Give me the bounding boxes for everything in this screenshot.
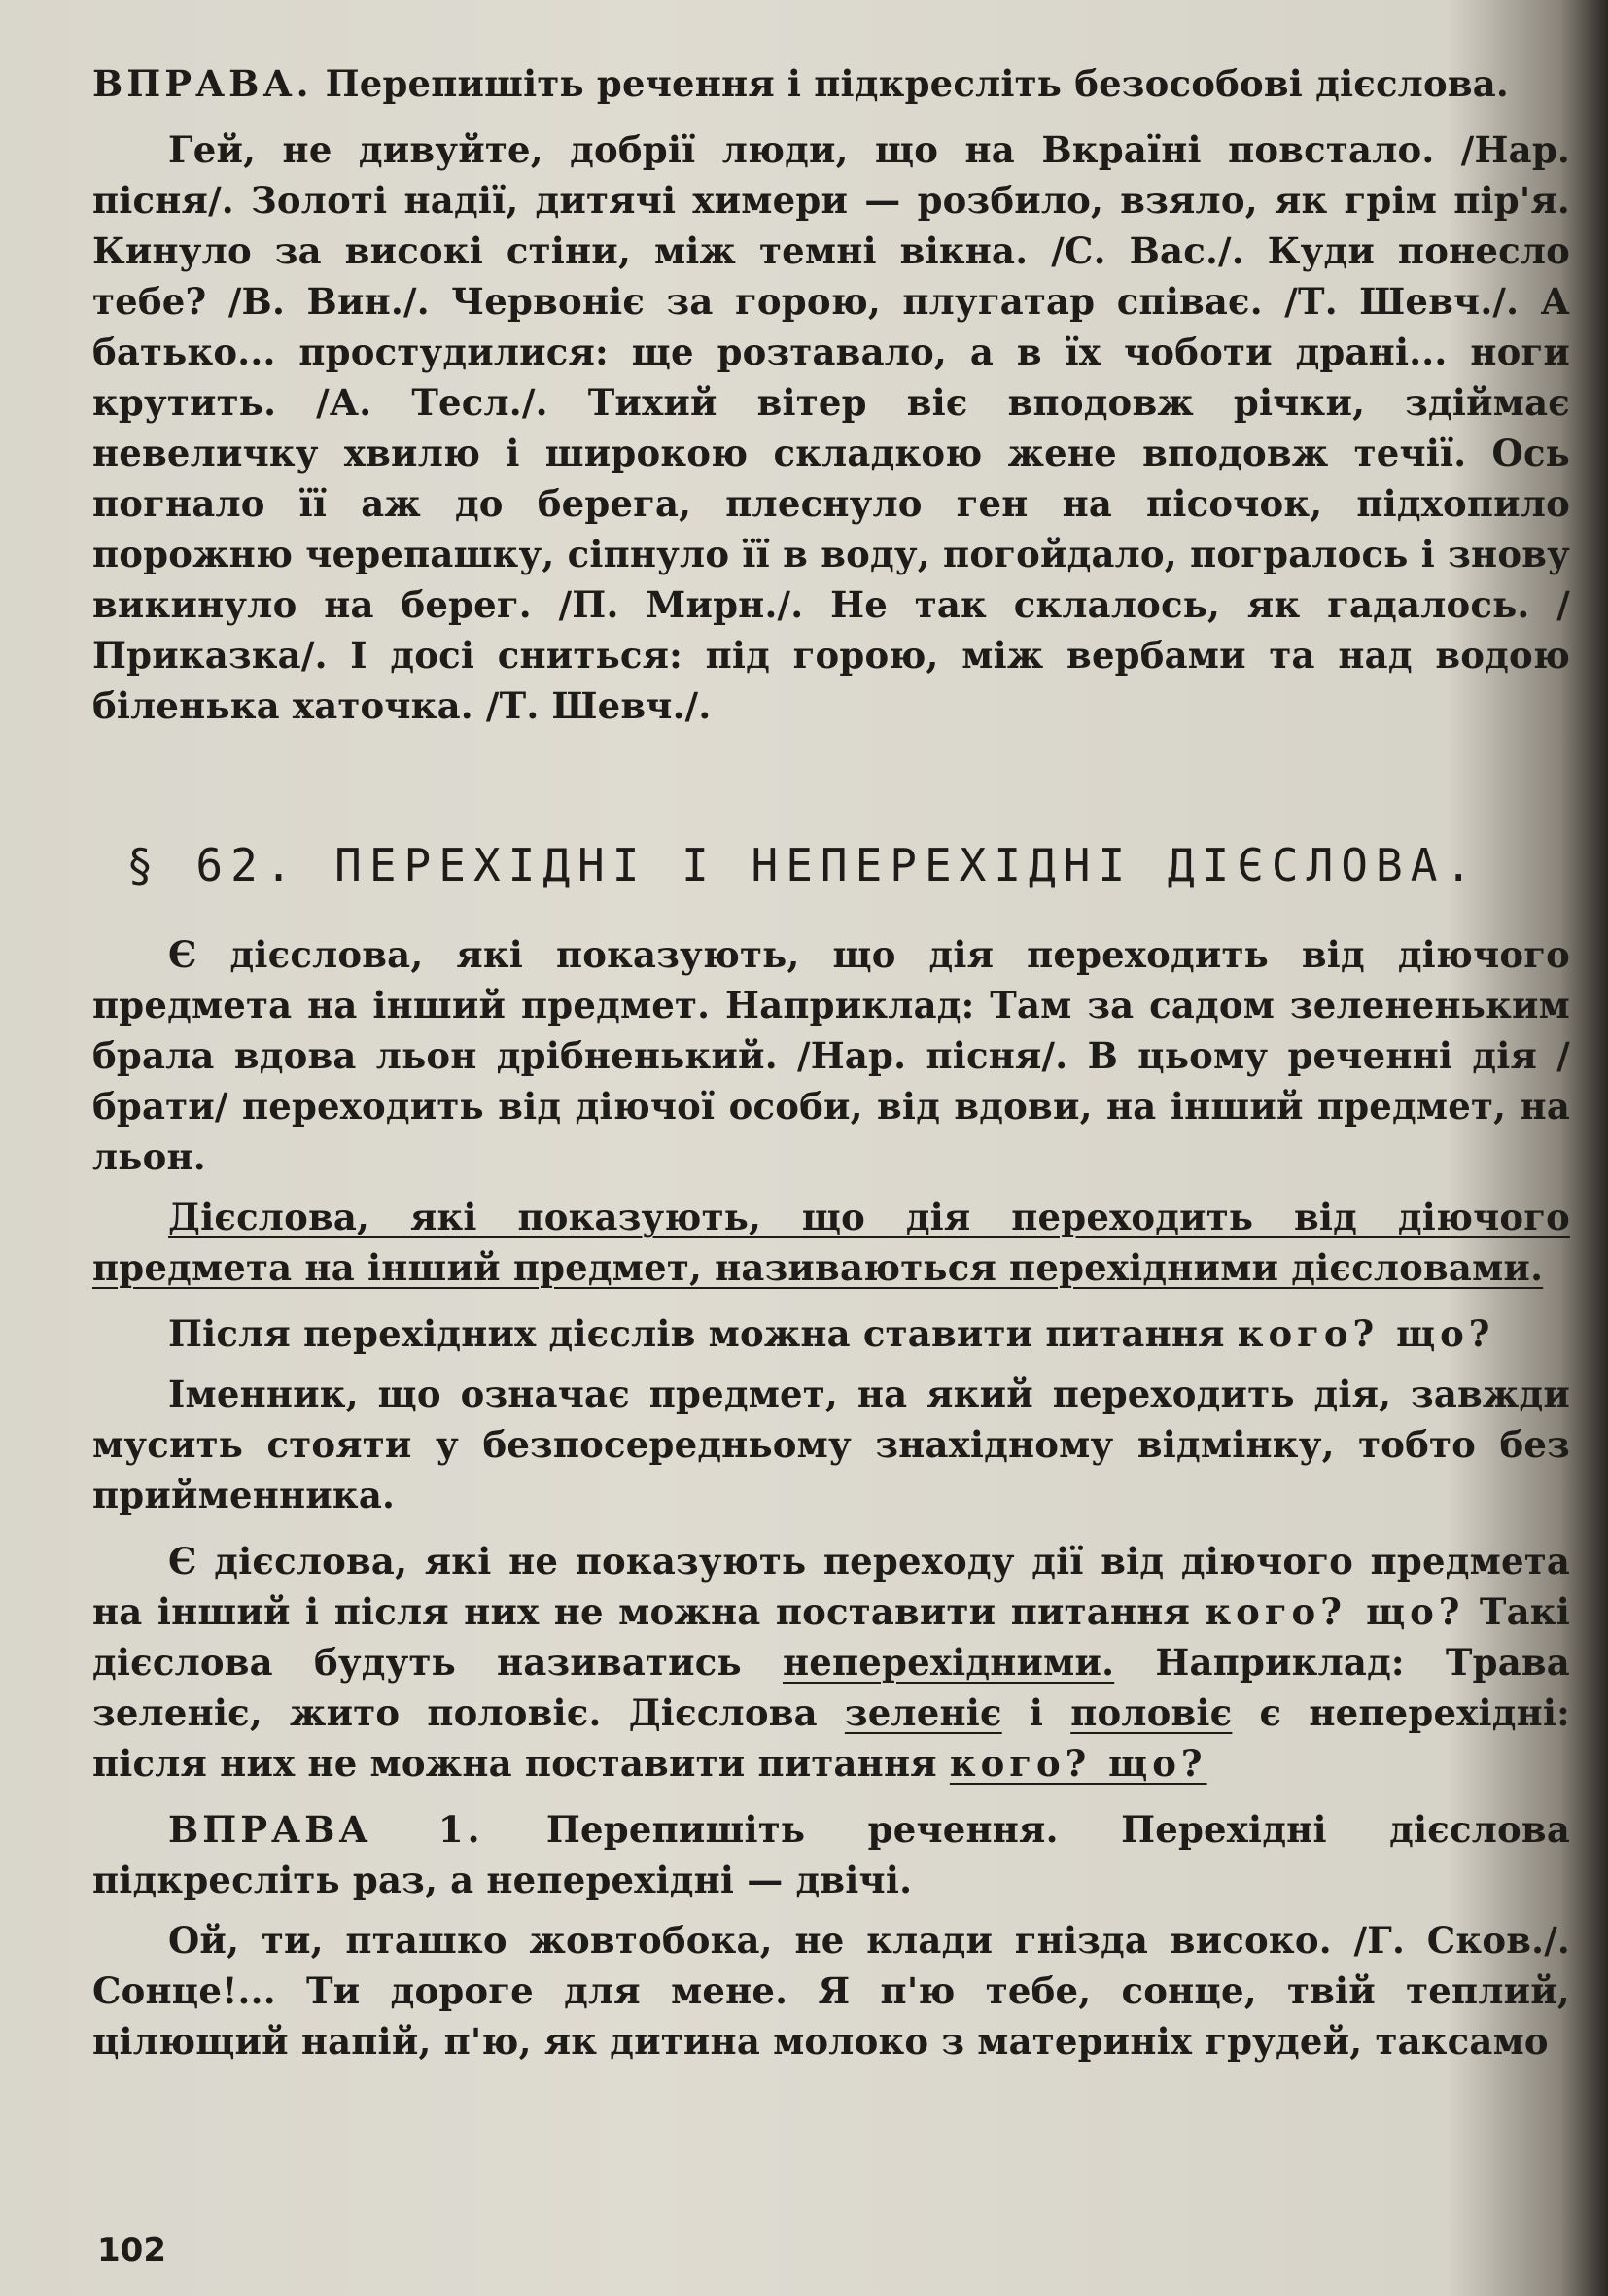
page-content [92,58,1570,2067]
paragraph-4-part-a: Є дієслова, які не показують переходу дії від діючого предмета на інший і після них не можна поставити питання [92,1540,1570,1633]
definition-rule: Дієслова, які показують, що дія переходить від діючого предмета на інший предмет, називаються перехідними дієсловами. [92,1196,1570,1289]
term-intransitive: неперехідними. [782,1641,1115,1684]
exercise-1-heading [92,1804,1570,1905]
paragraph-2-text: Після перехідних дієслів можна ставити питання [168,1312,1225,1355]
exercise-top-text: Гей, не дивуйте, добрії люди, що на Вкраїні повстало. /Нар. пісня/. Золоті надії, дитячі химери — розбило, взяло, як грім пір'я. Кинуло за високі стіни, між темні вікна. /С. Вас./. Куди понесло тебе? /В. Вин./. Червоніє за горою, плугатар співає. /Т. Шевч./. А батько... простудилися: ще розтавало, а в їх чоботи драні... ноги крутить. /А. Тесл./. Тихий вітер віє вподовж річки, здіймає невеличку хвилю і широкою складкою жене вподовж течії. Ось погнало її аж до берега, плеснуло ген на пісочок, підхопило порожню черепашку, сіпнуло її в воду, погойдало, погралось і знову викинуло на берег. /П. Мирн./. Не так склалось, як гадалось. /Приказка/. І досі сниться: під горою, між вербами та над водою біленька хаточка. /Т. Шевч./. [92,128,1570,727]
question-words: кого? що? [1237,1312,1495,1355]
exercise-1-text: Ой, ти, пташко жовтобока, не клади гнізда високо. /Г. Сков./. Сонце!... Ти дороге для мене. Я п'ю тебе, сонце, твій теплий, цілющий напій, п'ю, як дитина молоко з материніх грудей, таксамо [92,1919,1570,2063]
paragraph-4-part-c: Наприклад: Трава зеленіє, жито половіє. Дієслова [92,1641,1570,1734]
example-word-2: половіє [1070,1691,1233,1734]
exercise-1-instruction: Перепишіть речення. Перехідні дієслова підкресліть раз, а неперехідні — двічі. [92,1808,1570,1901]
exercise-1-label: ВПРАВА 1. [168,1808,484,1851]
page-number: 102 [97,2231,166,2270]
conjunction: і [1029,1691,1044,1734]
exercise-top-heading [92,58,1570,109]
paragraph-4-part-b: Такі дієслова будуть називатись [92,1590,1570,1684]
question-words-2: кого? що? [949,1742,1207,1785]
example-word-1: зеленіє [844,1691,1002,1734]
exercise-top-label: ВПРАВА. [92,62,313,105]
paragraph-4-part-d: є неперехідні: після них не можна поставити питання [92,1691,1570,1785]
exercise-top-instruction: Перепишіть речення і підкресліть безособові дієслова. [325,62,1510,105]
question-words-1: кого? що? [1205,1590,1465,1633]
paragraph-2 [92,1308,1570,1359]
paragraph-4 [92,1536,1570,1789]
section-title: § 62. ПЕРЕХІДНІ І НЕПЕРЕХІДНІ ДІЄСЛОВА. [126,839,1481,891]
paragraph-1: Є дієслова, які показують, що дія переходить від діючого предмета на інший предмет. Наприклад: Там за садом зелененьким брала вдова льон дрібненький. /Нар. пісня/. В цьому реченні дія /брати/ переходить від діючої особи, від вдови, на інший предмет, на льон. [92,933,1570,1178]
paragraph-3: Іменник, що означає предмет, на який переходить дія, завжди мусить стояти у безпосередньому знахідному відмінку, тобто без прийменника. [92,1373,1570,1516]
